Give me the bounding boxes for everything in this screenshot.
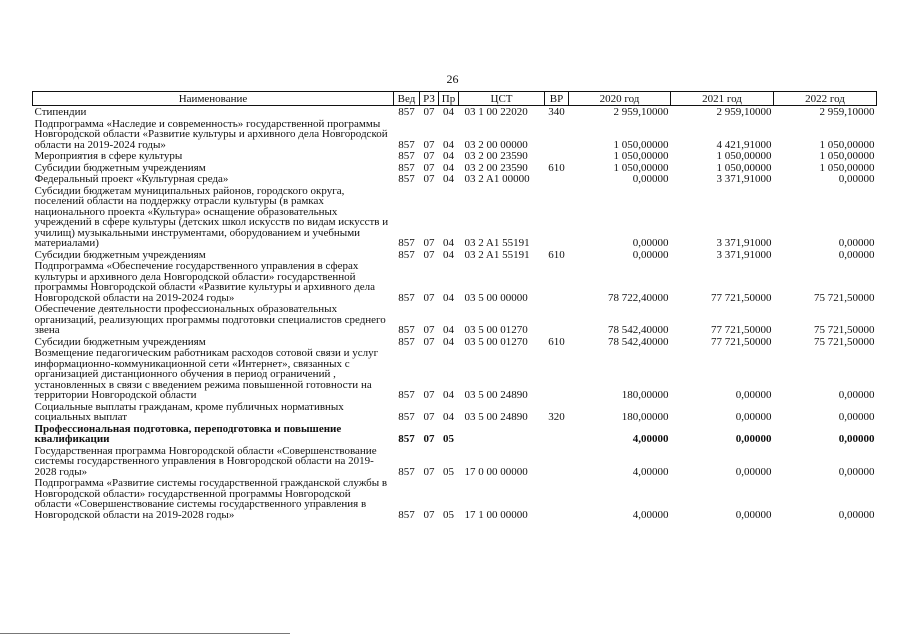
row-name: Профессиональная подготовка, переподготовка и повышение квалификации [34,422,342,445]
header-vr: ВР [545,92,569,106]
header-pr: Пр [439,92,459,106]
row-cst: 03 5 00 01270 [464,335,528,348]
row-rz: 07 [423,237,435,249]
row-pr: 05 [443,433,454,445]
row-name: Государственная программа Новгородской области «Совершенствование системы государственного управления в Новгородской области на 2019-2028 годы» [34,444,377,478]
table-row [33,162,877,174]
row-value-2021: 77 721,50000 [711,324,772,336]
row-vr [545,423,569,445]
row-name: Подпрограмма «Наследие и современность» государственной программы Новгородской области «Развитие культуры и архивного дела Новгородской области на 2019-2024 годы» [34,117,388,151]
row-pr: 04 [443,237,454,249]
row-name: Мероприятия в сфере культуры [34,150,183,162]
row-value-2022: 2 959,10000 [819,106,875,118]
row-value-2021: 1 050,00000 [716,150,772,162]
table-header [33,92,877,106]
row-ved: 857 [398,161,415,174]
row-ved: 857 [398,138,415,151]
row-pr: 04 [443,335,454,348]
table-body [33,106,877,521]
row-value-2021: 0,00000 [735,389,772,401]
row-vr [545,260,569,303]
table-row [33,477,877,520]
row-ved: 857 [398,106,415,118]
row-value-2021: 0,00000 [735,465,772,478]
header-2022: 2022 год [774,92,877,106]
row-cst: 03 2 A1 55191 [464,237,530,249]
row-pr: 04 [443,106,454,118]
row-value-2020: 180,00000 [621,411,669,423]
table-row [33,150,877,162]
row-value-2022: 0,00000 [838,248,875,261]
row-value-2021: 77 721,50000 [711,291,772,304]
header-2020: 2020 год [569,92,671,106]
row-cst: 03 5 00 00000 [464,291,528,304]
row-pr: 04 [443,161,454,174]
header-row [33,92,877,106]
row-value-2021: 0,00000 [735,411,772,423]
row-rz: 07 [423,508,435,521]
row-rz: 07 [423,389,435,401]
row-value-2021: 0,00000 [735,433,772,445]
row-value-2022: 1 050,00000 [819,161,875,174]
row-cst: 03 5 00 01270 [464,324,528,336]
page-number: 26 [446,72,459,86]
row-name: Подпрограмма «Развитие системы государственной гражданской службы в Новгородской области» государственной программы Новгородской области «Совершенствование системы государственного управления в Новгородской области на 2019-2028 годы» [34,477,388,521]
row-name: Подпрограмма «Обеспечение государственного управления в сферах культуры и архивного дела Новгородской области» государственной программы Новгородской области «Развитие культуры и архивного дела Новгородской области на 2019-2024 годы» [34,260,375,304]
row-value-2020: 0,00000 [632,248,669,261]
table-row [33,185,877,249]
table-row [33,445,877,478]
row-value-2020: 1 050,00000 [613,138,669,151]
row-value-2022: 75 721,50000 [814,335,875,348]
table-row [33,106,877,118]
row-name: Федеральный проект «Культурная среда» [34,173,229,185]
row-vr: 340 [548,106,565,118]
row-vr [545,477,569,520]
row-pr: 04 [443,173,454,185]
table-row [33,423,877,445]
row-rz: 07 [423,150,435,162]
row-vr [545,445,569,478]
row-cst: 03 2 A1 00000 [464,173,530,185]
row-value-2021: 3 371,91000 [716,237,772,249]
row-ved: 857 [398,335,415,348]
header-rz: РЗ [420,92,439,106]
row-pr: 04 [443,411,454,423]
row-value-2022: 75 721,50000 [814,324,875,336]
row-cst: 03 2 A1 55191 [464,248,530,261]
row-value-2020: 4,00000 [632,508,669,521]
table-row [33,336,877,348]
row-cst: 03 2 00 23590 [464,150,528,162]
row-vr: 610 [548,161,565,174]
row-value-2022: 0,00000 [838,433,875,445]
row-name: Социальные выплаты гражданам, кроме публичных нормативных социальных выплат [34,400,344,423]
table-row [33,401,877,423]
row-value-2020: 180,00000 [621,389,669,401]
row-pr: 04 [443,248,454,261]
row-pr: 04 [443,389,454,401]
row-vr [545,150,569,162]
row-rz: 07 [423,411,435,423]
row-rz: 07 [423,138,435,151]
row-value-2021: 1 050,00000 [716,161,772,174]
row-value-2020: 78 722,40000 [608,291,669,304]
row-value-2020: 4,00000 [632,465,669,478]
row-pr: 05 [443,508,454,521]
row-value-2022: 0,00000 [838,508,875,521]
row-ved: 857 [398,389,415,401]
row-pr: 04 [443,291,454,304]
row-rz: 07 [423,324,435,336]
row-vr: 320 [548,411,565,423]
row-value-2020: 78 542,40000 [608,324,669,336]
scan-artifact-line [0,633,290,634]
row-name: Стипендии [34,106,87,118]
row-rz: 07 [423,173,435,185]
row-value-2022: 0,00000 [838,465,875,478]
row-rz: 07 [423,433,435,445]
row-vr [545,303,569,336]
row-ved: 857 [398,465,415,478]
row-value-2022: 0,00000 [838,411,875,423]
row-vr [545,118,569,151]
row-cst: 03 2 00 23590 [464,161,528,174]
row-ved: 857 [398,150,415,162]
row-cst: 17 1 00 00000 [464,508,528,521]
header-2021: 2021 год [671,92,774,106]
row-value-2022: 1 050,00000 [819,150,875,162]
row-value-2020: 4,00000 [632,433,669,445]
row-ved: 857 [398,324,415,336]
row-value-2020: 0,00000 [632,237,669,249]
row-vr [545,185,569,249]
row-value-2022: 0,00000 [838,173,875,185]
row-vr: 610 [548,248,565,261]
row-ved: 857 [398,411,415,423]
row-cst: 03 5 00 24890 [464,411,528,423]
row-rz: 07 [423,106,435,118]
row-ved: 857 [398,237,415,249]
row-name: Субсидии бюджетам муниципальных районов, городского округа, поселений области на поддержку отрасли культуры (в рамках национального проекта «Культура» оснащение образовательных учреждений в сфере культуры (детских школ искусств по видам искусств и училищ) музыкальными инструментами, оборудованием и учебными материалами) [34,184,389,249]
row-value-2021: 3 371,91000 [716,173,772,185]
row-value-2021: 3 371,91000 [716,248,772,261]
row-cst [459,423,545,445]
row-value-2022: 0,00000 [838,237,875,249]
table-row [33,249,877,261]
row-cst: 17 0 00 00000 [464,465,528,478]
row-pr: 04 [443,150,454,162]
row-vr [545,173,569,185]
row-value-2020: 78 542,40000 [608,335,669,348]
header-cst: ЦСТ [459,92,545,106]
row-value-2020: 2 959,10000 [613,106,669,118]
row-name: Возмещение педагогическим работникам расходов сотовой связи и услуг информационно-коммуникационной сети «Интернет», связанных с организацией дистанционного обучения в период ограничений , установленных в связи с введением режима повышенной готовности на территории Новгородской области [34,347,379,401]
row-ved: 857 [398,433,415,445]
row-name: Субсидии бюджетным учреждениям [34,161,206,174]
row-pr: 04 [443,138,454,151]
header-name: Наименование [33,92,394,106]
table-row [33,118,877,151]
row-name: Обеспечение деятельности профессиональных образовательных организаций, реализующих программы подготовки специалистов среднего звена [34,303,386,336]
row-name: Субсидии бюджетным учреждениям [34,248,206,261]
row-rz: 07 [423,291,435,304]
row-rz: 07 [423,248,435,261]
row-name: Субсидии бюджетным учреждениям [34,335,206,348]
row-value-2022: 1 050,00000 [819,138,875,151]
row-ved: 857 [398,248,415,261]
row-vr: 610 [548,335,565,348]
row-pr: 05 [443,465,454,478]
table-row [33,260,877,303]
row-ved: 857 [398,291,415,304]
table-row [33,303,877,336]
row-rz: 07 [423,465,435,478]
row-ved: 857 [398,508,415,521]
row-rz: 07 [423,161,435,174]
row-cst: 03 5 00 24890 [464,389,528,401]
row-value-2021: 0,00000 [735,508,772,521]
row-cst: 03 2 00 00000 [464,138,528,151]
row-value-2022: 75 721,50000 [814,291,875,304]
row-rz: 07 [423,335,435,348]
budget-table [32,91,877,520]
row-pr: 04 [443,324,454,336]
row-value-2021: 77 721,50000 [711,335,772,348]
row-value-2020: 0,00000 [632,173,669,185]
row-value-2021: 2 959,10000 [716,106,772,118]
row-value-2020: 1 050,00000 [613,150,669,162]
row-vr [545,347,569,401]
row-value-2020: 1 050,00000 [613,161,669,174]
row-ved: 857 [398,173,415,185]
row-value-2022: 0,00000 [838,389,875,401]
row-cst: 03 1 00 22020 [464,106,528,118]
table-row [33,347,877,401]
header-ved: Вед [394,92,420,106]
table-row [33,173,877,185]
row-value-2021: 4 421,91000 [716,138,772,151]
